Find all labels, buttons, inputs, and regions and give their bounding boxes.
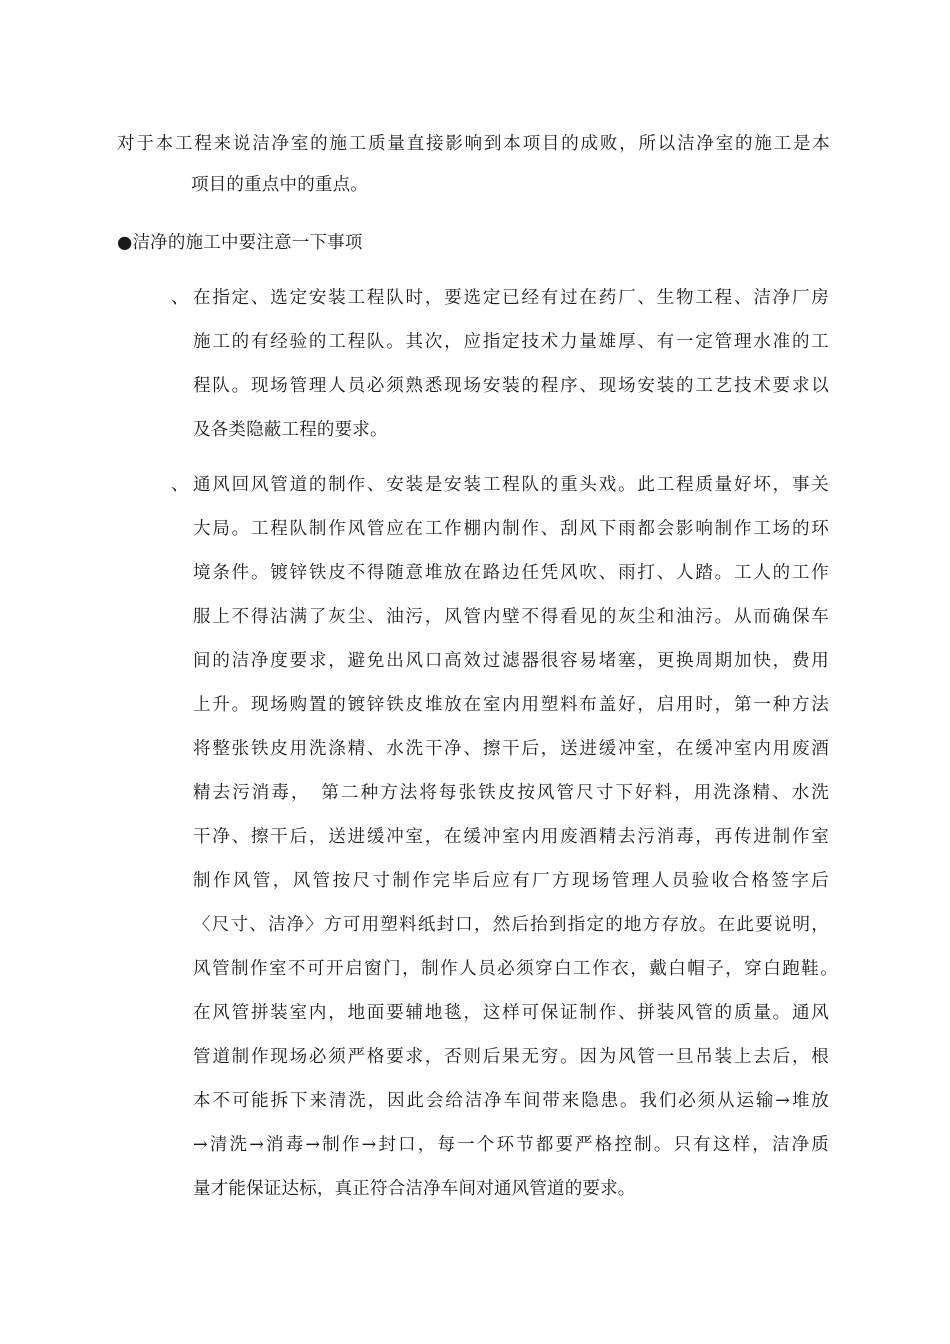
item-2-line-11: 〈尺寸、洁净〉方可用塑料纸封口，然后抬到指定的地方存放。在此要说明，: [193, 915, 829, 935]
item-1-line-3: 程队。现场管理人员必须熟悉现场安装的程序、现场安装的工艺技术要求以: [193, 376, 829, 396]
intro-line-2: 项目的重点中的重点。: [191, 175, 368, 195]
item-1-line-4: 及各类隐蔽工程的要求。: [193, 420, 388, 440]
item-2-line-6: 上升。现场购置的镀锌铁皮堆放在室内用塑料布盖好，启用时，第一种方法: [193, 695, 829, 715]
item-2-line-13: 在风管拼装室内，地面要辅地毯，这样可保证制作、拼装风管的质量。通风: [193, 1003, 829, 1023]
item-2-line-1: 通风回风管道的制作、安装是安装工程队的重头戏。此工程质量好坏，事关: [193, 475, 829, 495]
item-2-line-14: 管道制作现场必须严格要求，否则后果无穷。因为风管一旦吊装上去后，根: [193, 1047, 829, 1067]
item-2-line-8: 精去污消毒， 第二种方法将每张铁皮按风管尺寸下好料，用洗涤精、水洗: [193, 783, 829, 803]
item-2-line-10: 制作风管，风管按尺寸制作完毕后应有厂方现场管理人员验收合格签字后: [193, 871, 829, 891]
item-2-line-9: 干净、擦干后，送进缓冲室，在缓冲室内用废酒精去污消毒，再传进制作室: [193, 827, 829, 847]
item-2-marker: 、: [171, 475, 189, 495]
item-1-line-1: 在指定、选定安装工程队时，要选定已经有过在药厂、生物工程、洁净厂房: [193, 288, 829, 308]
item-2-line-15: 本不可能拆下来清洗，因此会给洁净车间带来隐患。我们必须从运输→堆放: [193, 1091, 829, 1111]
section-heading: ●洁净的施工中要注意一下事项: [117, 233, 363, 253]
item-2-line-7: 将整张铁皮用洗涤精、水洗干净、擦干后，送进缓冲室，在缓冲室内用废酒: [193, 739, 829, 759]
item-2-line-5: 间的洁净度要求，避免出风口高效过滤器很容易堵塞，更换周期加快，费用: [193, 651, 829, 671]
item-2-line-12: 风管制作室不可开启窗门，制作人员必须穿白工作衣，戴白帽子，穿白跑鞋。: [193, 959, 838, 979]
item-2-line-17: 量才能保证达标，真正符合洁净车间对通风管道的要求。: [193, 1179, 636, 1199]
item-2-line-2: 大局。工程队制作风管应在工作棚内制作、刮风下雨都会影响制作工场的环: [193, 519, 829, 539]
item-2-line-3: 境条件。镀锌铁皮不得随意堆放在路边任凭风吹、雨打、人踏。工人的工作: [193, 563, 829, 583]
item-2-line-16: →清洗→消毒→制作→封口，每一个环节都要严格控制。只有这样，洁净质: [193, 1135, 829, 1155]
item-1-marker: 、: [171, 288, 189, 308]
item-2-line-4: 服上不得沾满了灰尘、油污，风管内壁不得看见的灰尘和油污。从而确保车: [193, 607, 829, 627]
item-1-line-2: 施工的有经验的工程队。其次，应指定技术力量雄厚、有一定管理水准的工: [193, 332, 829, 352]
intro-line-1: 对于本工程来说洁净室的施工质量直接影响到本项目的成败，所以洁净室的施工是本: [117, 134, 830, 154]
